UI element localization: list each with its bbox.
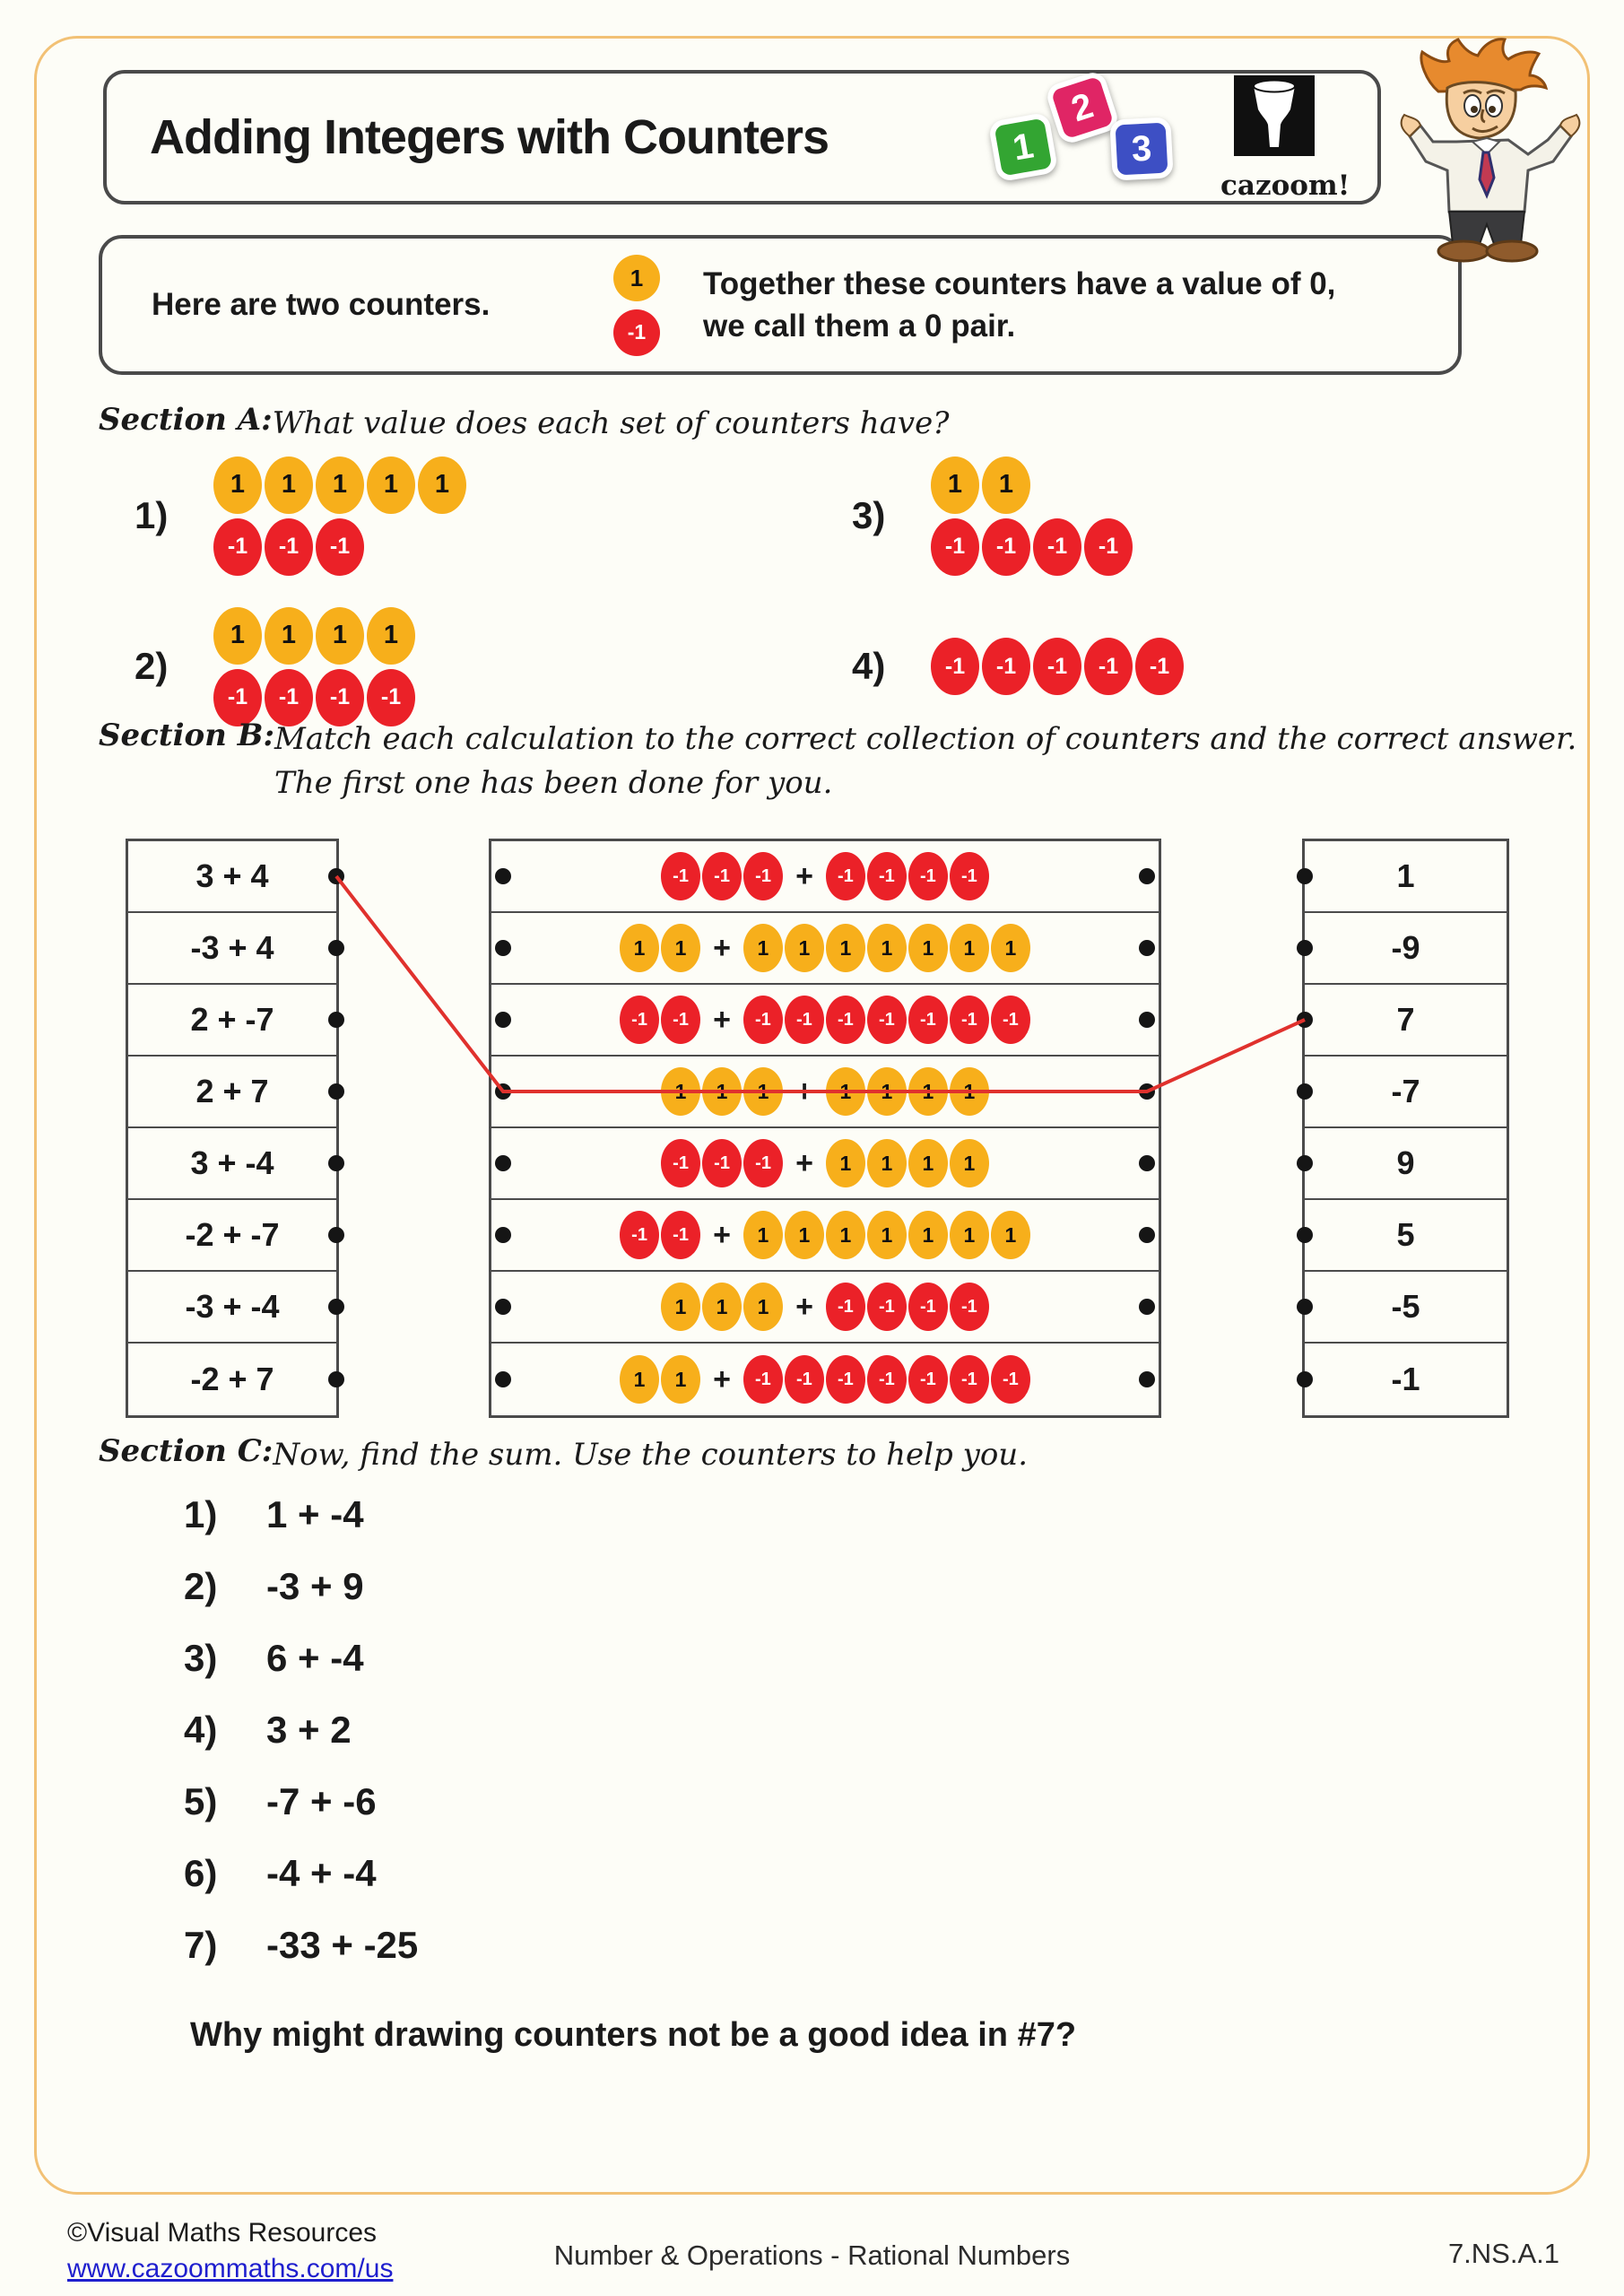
- problem-expression: -3 + 9: [266, 1565, 364, 1607]
- title-box: [103, 70, 1381, 204]
- section-c-problem: [184, 1565, 418, 1608]
- connector-dot: [328, 1012, 344, 1028]
- section-b-instruction: [274, 718, 1576, 806]
- positive-counter: 1: [826, 1067, 865, 1116]
- calculation-cell: [128, 985, 336, 1057]
- positive-counter: 1: [950, 1067, 989, 1116]
- problem-number: 4): [852, 645, 886, 687]
- answer-text: 9: [1396, 1144, 1415, 1181]
- positive-counter: 1: [908, 924, 948, 972]
- block-3-icon: [1109, 117, 1173, 180]
- answer-text: 5: [1396, 1216, 1415, 1253]
- problem-number: 3): [852, 494, 886, 536]
- plus-sign: +: [795, 1074, 813, 1109]
- connector-dot: [1297, 1155, 1313, 1171]
- website-link[interactable]: www.cazoommaths.com/us: [67, 2254, 394, 2283]
- negative-counter: -1: [1084, 518, 1133, 576]
- drum-icon: [1229, 74, 1319, 163]
- counter-row-cell: [491, 985, 1159, 1057]
- calculation-text: 3 + -4: [190, 1144, 274, 1181]
- connector-dot: [1139, 1371, 1155, 1387]
- positive-counter: 1: [661, 1283, 700, 1331]
- positive-counter: 1: [867, 1139, 907, 1187]
- counter-expression: [661, 852, 989, 900]
- positive-counter: 1: [826, 1211, 865, 1259]
- section-c-problem: [184, 1852, 418, 1895]
- answer-text: 7: [1396, 1001, 1415, 1038]
- block-1-label: 1: [1010, 125, 1037, 169]
- problem-number: 1): [135, 494, 169, 536]
- positive-counter: 1: [908, 1067, 948, 1116]
- negative-counter: -1: [950, 1355, 989, 1404]
- intro-left-text: Here are two counters.: [152, 287, 491, 322]
- problem-number: 3): [184, 1637, 218, 1679]
- connector-dot: [495, 1227, 511, 1243]
- problem-expression: 1 + -4: [266, 1493, 364, 1535]
- counter-expression: [620, 1211, 1030, 1259]
- connector-dot: [1139, 1227, 1155, 1243]
- answer-text: 1: [1396, 857, 1415, 894]
- negative-counter: -1: [826, 996, 865, 1044]
- positive-counter: 1: [826, 1139, 865, 1187]
- connector-dot: [495, 1299, 511, 1315]
- negative-counter: -1: [826, 1283, 865, 1331]
- section-a-problem: [852, 599, 1480, 734]
- answer-cell: [1305, 985, 1507, 1057]
- section-a-problem: [135, 448, 852, 583]
- connector-dot: [328, 1299, 344, 1315]
- positive-counter: 1: [213, 607, 262, 665]
- counter-expression: [620, 996, 1030, 1044]
- plus-sign: +: [713, 930, 731, 965]
- section-c-label: Section C:: [99, 1433, 274, 1469]
- page-title: Adding Integers with Counters: [150, 110, 829, 164]
- negative-counter: -1: [908, 996, 948, 1044]
- positive-counter: 1: [702, 1067, 742, 1116]
- positive-counter: 1: [316, 457, 364, 514]
- answers-column: [1302, 839, 1509, 1418]
- counter-row: [213, 518, 466, 576]
- mascot-illustration: [1392, 36, 1598, 274]
- negative-counter: -1: [661, 1139, 700, 1187]
- answer-cell: [1305, 913, 1507, 985]
- negative-counter: -1: [661, 996, 700, 1044]
- plus-sign: +: [713, 1002, 731, 1037]
- positive-counter: 1: [826, 924, 865, 972]
- negative-counter: -1: [1084, 638, 1133, 695]
- answer-cell: [1305, 1057, 1507, 1128]
- answer-text: -9: [1391, 929, 1420, 966]
- section-c-problem: [184, 1924, 418, 1967]
- positive-counter: 1: [950, 1211, 989, 1259]
- calculation-text: -3 + 4: [190, 929, 274, 966]
- section-c-problem: [184, 1780, 418, 1823]
- negative-counter: -1: [982, 638, 1030, 695]
- positive-counter: 1: [620, 924, 659, 972]
- negative-counter: -1: [613, 309, 660, 356]
- section-a-instruction: What value does each set of counters have?: [272, 405, 950, 441]
- positive-counter: 1: [661, 924, 700, 972]
- intro-line-1: Together these counters have a value of 0,: [703, 265, 1336, 301]
- connector-dot: [1297, 1299, 1313, 1315]
- problem-expression: -4 + -4: [266, 1852, 377, 1894]
- answer-cell: [1305, 1128, 1507, 1200]
- plus-sign: +: [795, 1145, 813, 1180]
- connector-dot: [495, 1012, 511, 1028]
- negative-counter: -1: [867, 852, 907, 900]
- intro-right-text: [703, 263, 1335, 348]
- counter-row-cell: [491, 841, 1159, 913]
- positive-counter: 1: [661, 1355, 700, 1404]
- calculation-cell: [128, 841, 336, 913]
- counter-row: [213, 457, 466, 514]
- negative-counter: -1: [743, 1355, 783, 1404]
- negative-counter: -1: [931, 518, 979, 576]
- counter-expression: [620, 924, 1030, 972]
- connector-dot: [1139, 1012, 1155, 1028]
- negative-counter: -1: [743, 1139, 783, 1187]
- positive-counter: 1: [982, 457, 1030, 514]
- negative-counter: -1: [991, 996, 1030, 1044]
- counter-row: [931, 457, 1133, 514]
- negative-counter: -1: [702, 852, 742, 900]
- negative-counter: -1: [950, 996, 989, 1044]
- counter-row: [931, 518, 1133, 576]
- negative-counter: -1: [661, 852, 700, 900]
- section-a-label: Section A:: [99, 402, 273, 438]
- connector-dot: [495, 1083, 511, 1100]
- problem-number: 4): [184, 1709, 218, 1751]
- connector-dot: [1139, 940, 1155, 956]
- connector-dot: [1139, 1299, 1155, 1315]
- negative-counter: -1: [982, 518, 1030, 576]
- connector-dot: [1139, 1155, 1155, 1171]
- counter-row-cell: [491, 1272, 1159, 1344]
- positive-counter: 1: [702, 1283, 742, 1331]
- counter-expression: [661, 1067, 989, 1116]
- connector-dot: [1139, 1083, 1155, 1100]
- positive-counter: 1: [785, 924, 824, 972]
- connector-dot: [495, 1155, 511, 1171]
- counter-expression: [661, 1283, 989, 1331]
- answer-text: -1: [1391, 1361, 1420, 1397]
- positive-counter: 1: [418, 457, 466, 514]
- footer-topic: Number & Operations - Rational Numbers: [553, 2239, 1071, 2271]
- problem-number: 6): [184, 1852, 218, 1894]
- counter-set: [931, 457, 1133, 576]
- calculation-text: -2 + -7: [185, 1216, 280, 1253]
- calculation-text: -3 + -4: [185, 1288, 280, 1325]
- problem-expression: -33 + -25: [266, 1924, 419, 1966]
- negative-counter: -1: [213, 518, 262, 576]
- plus-sign: +: [795, 1289, 813, 1324]
- problem-expression: 3 + 2: [266, 1709, 352, 1751]
- answer-text: -7: [1391, 1073, 1420, 1109]
- number-blocks-logo: [993, 75, 1183, 199]
- section-c-problem: [184, 1709, 418, 1752]
- counter-row-cell: [491, 1344, 1159, 1415]
- connector-dot: [1297, 1083, 1313, 1100]
- negative-counter: -1: [867, 1355, 907, 1404]
- connector-dot: [495, 1371, 511, 1387]
- negative-counter: -1: [908, 1355, 948, 1404]
- negative-counter: -1: [867, 996, 907, 1044]
- section-b-header: [99, 718, 1576, 806]
- connector-dot: [1139, 868, 1155, 884]
- calculation-cell: [128, 1344, 336, 1415]
- negative-counter: -1: [908, 1283, 948, 1331]
- section-b-instruction-line-1: Match each calculation to the correct collection of counters and the correct answer.: [274, 721, 1577, 757]
- positive-counter: 1: [950, 924, 989, 972]
- negative-counter: -1: [785, 1355, 824, 1404]
- negative-counter: -1: [265, 669, 313, 726]
- section-c-question: Why might drawing counters not be a good idea in #7?: [190, 2016, 1077, 2054]
- connector-dot: [495, 868, 511, 884]
- intro-box: [99, 235, 1462, 375]
- positive-counter: 1: [213, 457, 262, 514]
- negative-counter: -1: [826, 1355, 865, 1404]
- positive-counter: 1: [367, 607, 415, 665]
- answer-text: -5: [1391, 1288, 1420, 1325]
- positive-counter: 1: [265, 457, 313, 514]
- cazoom-brand-text: cazoom!: [1220, 169, 1350, 202]
- negative-counter: -1: [785, 996, 824, 1044]
- calculation-cell: [128, 1200, 336, 1272]
- problem-number: 2): [184, 1565, 218, 1607]
- positive-counter: 1: [908, 1139, 948, 1187]
- answer-cell: [1305, 1344, 1507, 1415]
- section-a-problems: [135, 448, 1480, 734]
- counter-set: [213, 457, 466, 576]
- negative-counter: -1: [743, 996, 783, 1044]
- positive-counter: 1: [661, 1067, 700, 1116]
- negative-counter: -1: [316, 669, 364, 726]
- negative-counter: -1: [950, 852, 989, 900]
- positive-counter: 1: [991, 1211, 1030, 1259]
- calculation-text: 3 + 4: [195, 857, 269, 894]
- connector-dot: [328, 1371, 344, 1387]
- teacher-mascot-icon: [1392, 36, 1598, 269]
- calculation-cell: [128, 1128, 336, 1200]
- negative-counter: -1: [661, 1211, 700, 1259]
- section-c-problem: [184, 1493, 418, 1536]
- positive-counter: 1: [743, 1283, 783, 1331]
- calculation-text: 2 + -7: [190, 1001, 274, 1038]
- problem-expression: 6 + -4: [266, 1637, 364, 1679]
- positive-counter: 1: [785, 1211, 824, 1259]
- connector-dot: [495, 940, 511, 956]
- positive-counter: 1: [867, 1211, 907, 1259]
- answer-cell: [1305, 1200, 1507, 1272]
- counter-set: [931, 638, 1184, 695]
- problem-number: 5): [184, 1780, 218, 1822]
- counter-expression: [620, 1355, 1030, 1404]
- connector-dot: [328, 940, 344, 956]
- matching-table: [126, 839, 1509, 1420]
- block-2-label: 2: [1066, 85, 1099, 129]
- positive-counter: 1: [367, 457, 415, 514]
- intro-line-2: we call them a 0 pair.: [703, 309, 1016, 344]
- positive-counter: 1: [743, 924, 783, 972]
- negative-counter: -1: [213, 669, 262, 726]
- negative-counter: -1: [908, 852, 948, 900]
- negative-counter: -1: [367, 669, 415, 726]
- section-a-problem: [852, 448, 1480, 583]
- section-a-problem: [135, 599, 852, 734]
- counter-row-cell: [491, 1200, 1159, 1272]
- positive-counter: 1: [743, 1211, 783, 1259]
- negative-counter: -1: [991, 1355, 1030, 1404]
- section-a-header: [99, 402, 949, 446]
- positive-counter: 1: [316, 607, 364, 665]
- counter-row: [213, 607, 415, 665]
- negative-counter: -1: [950, 1283, 989, 1331]
- section-c-problems: [184, 1493, 418, 1996]
- answer-cell: [1305, 1272, 1507, 1344]
- counter-row-cell: [491, 1057, 1159, 1128]
- problem-number: 7): [184, 1924, 218, 1966]
- counters-column: [489, 839, 1161, 1418]
- calculation-cell: [128, 913, 336, 985]
- positive-counter: 1: [265, 607, 313, 665]
- plus-sign: +: [713, 1217, 731, 1252]
- calculation-text: 2 + 7: [195, 1073, 269, 1109]
- connector-dot: [328, 1083, 344, 1100]
- problem-number: 1): [184, 1493, 218, 1535]
- positive-counter: 1: [931, 457, 979, 514]
- positive-counter: 1: [743, 1067, 783, 1116]
- connector-dot: [1297, 868, 1313, 884]
- negative-counter: -1: [826, 852, 865, 900]
- negative-counter: -1: [620, 1211, 659, 1259]
- counter-set: [213, 607, 415, 726]
- connector-dot: [1297, 940, 1313, 956]
- calculation-cell: [128, 1057, 336, 1128]
- calculation-text: -2 + 7: [190, 1361, 274, 1397]
- positive-counter: 1: [620, 1355, 659, 1404]
- negative-counter: -1: [1033, 638, 1081, 695]
- positive-counter: 1: [908, 1211, 948, 1259]
- counter-row-cell: [491, 913, 1159, 985]
- negative-counter: -1: [1135, 638, 1184, 695]
- connector-dot: [328, 868, 344, 884]
- section-c-problem: [184, 1637, 418, 1680]
- negative-counter: -1: [867, 1283, 907, 1331]
- section-c-instruction: Now, find the sum. Use the counters to help you.: [273, 1437, 1029, 1473]
- section-b-label: Section B:: [99, 718, 275, 753]
- block-2-icon: [1044, 69, 1121, 146]
- problem-expression: -7 + -6: [266, 1780, 377, 1822]
- counter-expression: [661, 1139, 989, 1187]
- connector-dot: [1297, 1012, 1313, 1028]
- calculations-column: [126, 839, 339, 1418]
- negative-counter: -1: [265, 518, 313, 576]
- positive-counter: 1: [613, 255, 660, 301]
- counter-row-cell: [491, 1128, 1159, 1200]
- positive-counter: 1: [867, 1067, 907, 1116]
- connector-dot: [328, 1227, 344, 1243]
- negative-counter: -1: [620, 996, 659, 1044]
- negative-counter: -1: [931, 638, 979, 695]
- section-c-header: [99, 1433, 1028, 1477]
- positive-counter: 1: [867, 924, 907, 972]
- section-b-instruction-line-2: The first one has been done for you.: [274, 765, 833, 802]
- negative-counter: -1: [316, 518, 364, 576]
- negative-counter: -1: [702, 1139, 742, 1187]
- negative-counter: -1: [743, 852, 783, 900]
- plus-sign: +: [713, 1361, 731, 1396]
- connector-dot: [1297, 1227, 1313, 1243]
- problem-number: 2): [135, 645, 169, 687]
- plus-sign: +: [795, 858, 813, 893]
- connector-dot: [1297, 1371, 1313, 1387]
- negative-counter: -1: [1033, 518, 1081, 576]
- counter-row: [931, 638, 1184, 695]
- cazoom-logo: [1220, 74, 1350, 202]
- calculation-cell: [128, 1272, 336, 1344]
- answer-cell: [1305, 841, 1507, 913]
- positive-counter: 1: [991, 924, 1030, 972]
- intro-counter-pair: [613, 255, 660, 356]
- standard-code: 7.NS.A.1: [1447, 2238, 1559, 2269]
- positive-counter: 1: [950, 1139, 989, 1187]
- block-1-icon: [988, 112, 1059, 183]
- copyright-text: ©Visual Maths Resources: [67, 2218, 378, 2248]
- connector-dot: [328, 1155, 344, 1171]
- block-3-label: 3: [1130, 127, 1153, 170]
